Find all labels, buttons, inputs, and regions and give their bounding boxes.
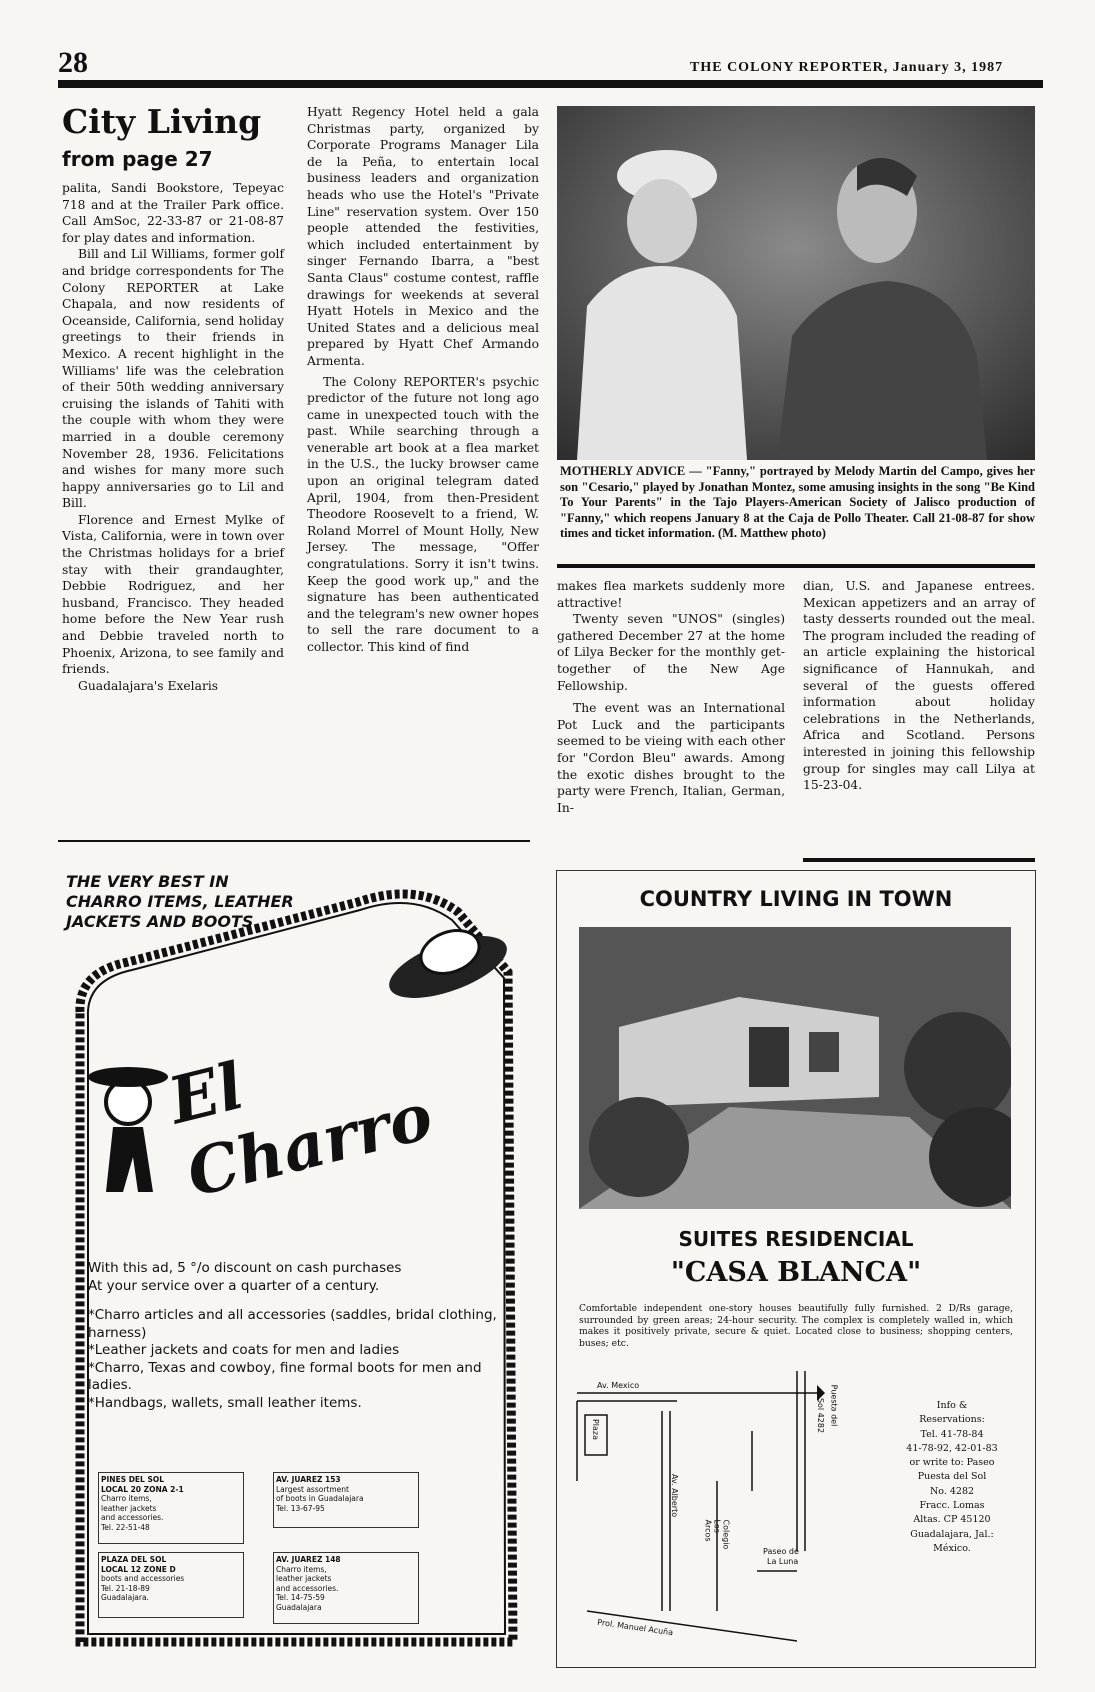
map-label: Av. Alberto (670, 1473, 680, 1518)
info-line: Tel. 41-78-84 (920, 1428, 984, 1440)
paragraph: Florence and Ernest Mylke of Vista, California, were in town over the Christmas holidays for a brief stay with their grandaughter, Debbie Rodriguez, and her husband, Francisco. They headed home before the New Year rush and Debbie traveled north to Phoenix, Arizona, to see family and friends. (62, 512, 284, 677)
map-label: Sol 4282 (816, 1397, 826, 1434)
store-line: LOCAL 20 ZONA 2-1 (101, 1484, 184, 1494)
info-line: or write to: Paseo (909, 1457, 995, 1469)
store-line: Tel. 13-67-95 (276, 1503, 325, 1513)
info-line: Guadalajara, Jal.: (910, 1528, 994, 1540)
paragraph: Hyatt Regency Hotel held a gala Christmas party, organized by Corporate Programs Manager Lila de la Peña, to entertain local business leaders and organization heads who use the Hotel's "Private Line" reservation system. Over 150 people attended the festivities, which included entertainment by singer Fernando Ibarra, a "best Santa Claus" costume contest, raffle drawings for weekends at several Hyatt Hotels in Mexico and the United States and a delicious meal prepared by Hyatt Chef Armando Armenta. (307, 105, 539, 368)
ad-line: *Leather jackets and coats for men and ladies (88, 1342, 400, 1358)
store-line: boots and accessories (101, 1574, 185, 1583)
info-line: Info & (936, 1400, 968, 1411)
store-line: and accessories. (101, 1513, 164, 1522)
theater-photo (557, 106, 1035, 460)
map-label: La Luna (767, 1557, 799, 1566)
info-line: México. (933, 1542, 971, 1554)
map-label: Puesta del (829, 1384, 839, 1427)
paragraph: Twenty seven "UNOS" (singles) gathered December 27 at the home of Lilya Becker for the monthly get-together of the New Age Fellowship. (557, 612, 785, 693)
map-label: Paseo de (763, 1547, 799, 1556)
ad-line: At your service over a quarter of a century. (88, 1277, 380, 1294)
map-label: Prol. Manuel Acuña (596, 1617, 674, 1638)
store-name: PLAZA DEL SOL (101, 1555, 167, 1564)
cb-description: Comfortable independent one-story houses beautifully fully furnished. 2 D/Rs garage, surrounded by green areas; 24-hour security. The complex is completely walled in, which makes it positively private, secure & quiet. Located close to business; shopping centers, buses; etc. (579, 1303, 1013, 1349)
ad-line: *Handbags, wallets, small leather items. (88, 1394, 362, 1411)
paragraph: palita, Sandi Bookstore, Tepeyac 718 and at the Trailer Park office. Call AmSoc, 22-33-87 or 21-08-87 for play dates and information. (62, 181, 284, 245)
paragraph: Bill and Lil Williams, former golf and bridge correspondents for The Colony REPORTER at Lake Chapala, and now residents of Oceanside, California, send holiday greetings to their friends in Mexico. A recent highlight in the Williams' life was the celebration of their 50th wedding anniversary cruising the islands of Tahiti with the couple with whom they were married in a double ceremony November 28, 1936. Felicitations and wishes for many more such happy anniversaries go to Lil and Bill. (62, 247, 284, 511)
location-map (567, 1371, 857, 1651)
ad-line: With this ad, 5 °/o discount on cash purchases (88, 1260, 402, 1276)
section-rule-left (58, 840, 530, 842)
store-box (273, 1552, 419, 1624)
info-line: No. 4282 (929, 1485, 975, 1497)
store-box (98, 1472, 244, 1544)
paragraph: The event was an International Pot Luck and the participants seemed to be vieing with each other for "Cordon Bleu" awards. Among the exotic dishes brought to the party were French, Italian, German, In- (557, 701, 785, 815)
paragraph: The Colony REPORTER's psychic predictor of the future not long ago came in unexpected touch with the past. While searching through a venerable art book at a flea market in the U.S., the lucky browser came upon an original telegram dated April, 1904, from then-President Theodore Roosevelt to a friend, W. Roland Morrel of Mount Holly, New Jersey. The message, "Offer congratulations. Sorry it isn't twins. Keep the good work up," and the signature has been authenticated and the telegram's new owner hopes to sell the rare document to a collector. This kind of find (307, 374, 539, 654)
info-line: Fracc. Lomas (919, 1500, 985, 1512)
house-photo (579, 927, 1011, 1209)
store-name: PINES DEL SOL (101, 1475, 164, 1484)
el-charro-ad (58, 852, 530, 1658)
header-rule (58, 80, 1043, 88)
store-line: of boots in Guadalajara (276, 1494, 364, 1503)
article-column-2 (307, 104, 539, 656)
photo-caption: MOTHERLY ADVICE — "Fanny," portrayed by Melody Martin del Campo, gives her son "Cesario," played by Jonathan Montez, some amusing insights in the song "Be Kind To Your Parents" in the Tajo Players-American Society of Jalisco production of "Fanny," which reopens January 8 at the Caja de Pollo Theater. Call 21-08-87 for show times and ticket information. (M. Matthew photo) (560, 464, 1035, 541)
cb-name: "CASA BLANCA" (670, 1257, 922, 1288)
info-line: 41-78-92, 42-01-83 (906, 1442, 998, 1454)
caption-rule (557, 564, 1035, 568)
store-line: Guadalajara. (101, 1593, 149, 1602)
ad-line: *Charro articles and all accessories (saddles, bridal clothing, harness) (88, 1307, 497, 1341)
store-box (273, 1472, 419, 1528)
casa-blanca-ad (556, 870, 1036, 1668)
article-column-3 (557, 578, 785, 816)
info-line: Puesta del Sol (917, 1471, 987, 1483)
article-column-1 (62, 180, 284, 694)
store-line: LOCAL 12 ZONE D (101, 1564, 176, 1574)
info-line: Reservations: (919, 1414, 985, 1426)
article-column-4 (803, 578, 1035, 794)
store-line: Charro items, (101, 1494, 152, 1503)
store-line: Tel. 14-75-59 (276, 1593, 325, 1602)
store-line: leather jackets (101, 1503, 157, 1513)
ad-line: *Charro, Texas and cowboy, fine formal boots for men and ladies. (88, 1359, 482, 1393)
page-number: 28 (58, 46, 88, 79)
paragraph: makes flea markets suddenly more attractive! (557, 579, 785, 610)
store-line: Charro items, (276, 1564, 327, 1574)
cb-info (877, 1399, 1027, 1556)
cb-subheading: SUITES RESIDENCIAL (678, 1227, 914, 1251)
section-rule-right (803, 858, 1035, 862)
store-line: leather jackets (276, 1574, 332, 1583)
store-line: Tel. 21-18-89 (101, 1583, 150, 1593)
el-charro-logo: El Charro (161, 1048, 440, 1212)
store-name: AV. JUAREZ 153 (276, 1475, 341, 1484)
store-box (98, 1552, 244, 1618)
masthead: THE COLONY REPORTER, January 3, 1987 (690, 60, 1004, 75)
store-line: Tel. 22-51-48 (101, 1522, 150, 1532)
paragraph: Guadalajara's Exelaris (78, 678, 219, 693)
cb-heading: COUNTRY LIVING IN TOWN (639, 887, 953, 911)
map-label: Plaza (591, 1418, 601, 1441)
el-charro-tagline: THE VERY BEST IN CHARRO ITEMS, LEATHER JACKETS AND BOOTS (66, 872, 294, 931)
headline: City Living (62, 102, 262, 141)
subhead: from page 27 (62, 147, 213, 171)
info-line: Altas. CP 45120 (913, 1514, 991, 1526)
store-line: and accessories. (276, 1583, 339, 1593)
map-label: Colegio Los Arcos (703, 1519, 731, 1550)
store-line: Largest assortment (276, 1484, 349, 1494)
store-name: AV. JUAREZ 148 (276, 1555, 341, 1564)
el-charro-body (88, 1260, 498, 1412)
store-line: Guadalajara (276, 1602, 322, 1612)
paragraph: dian, U.S. and Japanese entrees. Mexican appetizers and an array of tasty desserts rounded out the meal. The program included the reading of an article explaining the historical significance of Hannukah, and several of the guests offered information about holiday celebrations in the Netherlands, Africa and Scotland. Persons interested in joining this fellowship group for singles may call Lilya at 15-23-04. (803, 579, 1035, 793)
map-label: Av. Mexico (597, 1381, 640, 1390)
